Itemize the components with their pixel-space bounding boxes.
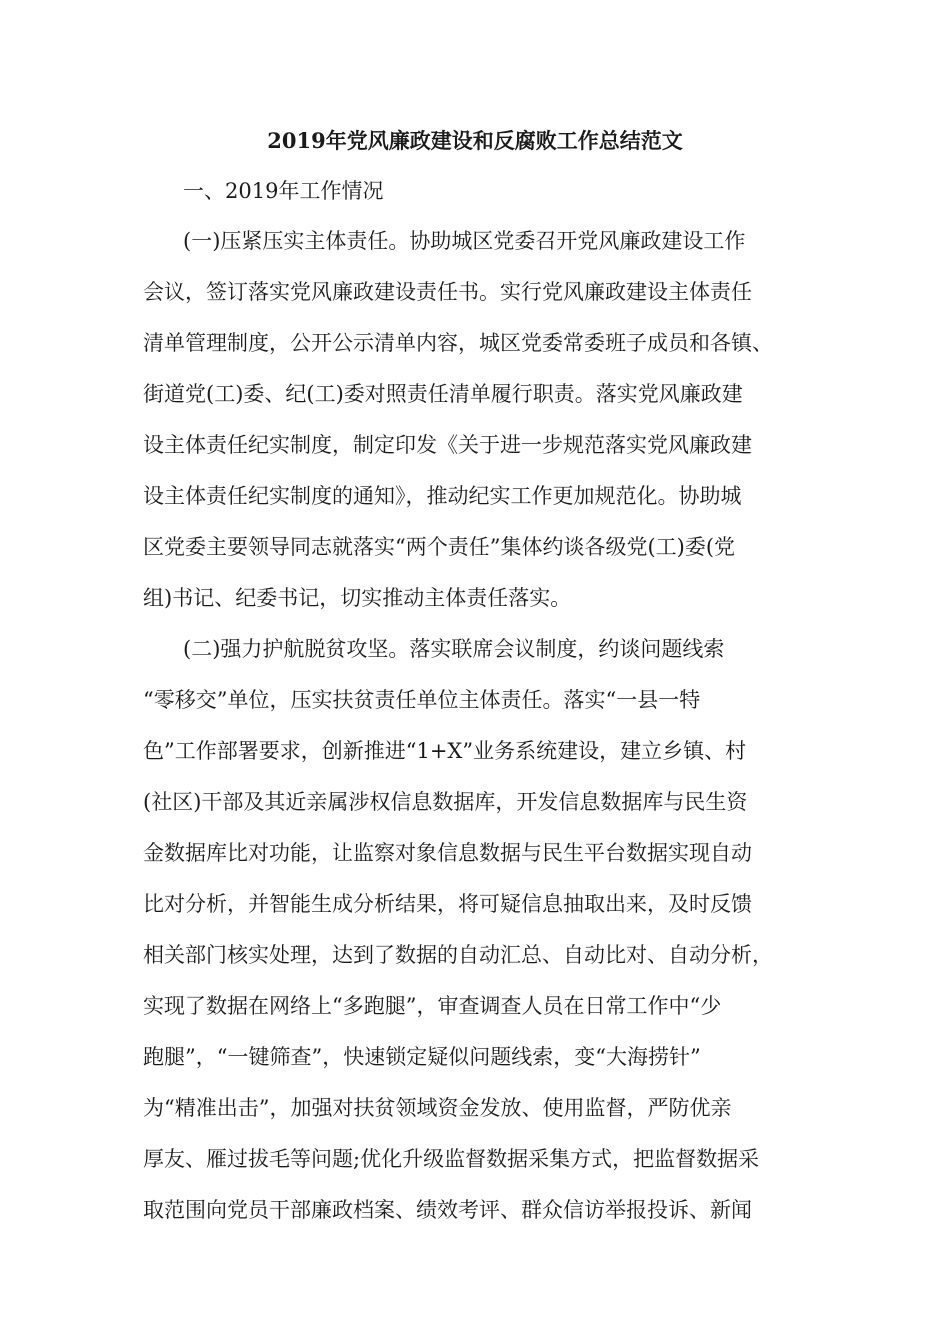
- paragraph-line: 区党委主要领导同志就落实“两个责任”集体约谈各级党(工)委(党: [143, 535, 736, 559]
- paragraph-line: 会议，签订落实党风廉政建设责任书。实行党风廉政建设主体责任: [143, 280, 752, 304]
- document-title: 2019年党风廉政建设和反腐败工作总结范文: [267, 128, 683, 153]
- section-heading: 一、2019年工作情况: [183, 179, 384, 203]
- paragraph-line: (二)强力护航脱贫攻坚。落实联席会议制度，约谈问题线索: [183, 637, 725, 661]
- paragraph-line: 为“精准出击”，加强对扶贫领域资金发放、使用监督，严防优亲: [143, 1096, 732, 1120]
- paragraph-line: 跑腿”，“一键筛查”，快速锁定疑似问题线索，变“大海捞针”: [143, 1045, 701, 1069]
- paragraph-line: 组)书记、纪委书记，切实推动主体责任落实。: [143, 586, 572, 610]
- paragraph-line: 取范围向党员干部廉政档案、绩效考评、群众信访举报投诉、新闻: [143, 1198, 752, 1222]
- paragraph-line: (一)压紧压实主体责任。协助城区党委召开党风廉政建设工作: [183, 229, 746, 253]
- paragraph-line: 实现了数据在网络上“多跑腿”，审查调查人员在日常工作中“少: [143, 994, 722, 1018]
- paragraph-line: 相关部门核实处理，达到了数据的自动汇总、自动比对、自动分析，: [143, 943, 773, 967]
- paragraph-line: 设主体责任纪实制度，制定印发《关于进一步规范落实党风廉政建: [143, 433, 752, 457]
- paragraph-line: 设主体责任纪实制度的通知》，推动纪实工作更加规范化。协助城: [143, 484, 742, 508]
- paragraph-line: 金数据库比对功能，让监察对象信息数据与民生平台数据实现自动: [143, 841, 752, 865]
- paragraph-line: 色”工作部署要求，创新推进“1+X”业务系统建设，建立乡镇、村: [143, 739, 747, 763]
- paragraph-line: (社区)干部及其近亲属涉权信息数据库，开发信息数据库与民生资: [143, 790, 748, 814]
- paragraph-line: 比对分析，并智能生成分析结果，将可疑信息抽取出来，及时反馈: [143, 892, 752, 916]
- paragraph-line: 街道党(工)委、纪(工)委对照责任清单履行职责。落实党风廉政建: [143, 382, 743, 406]
- paragraph-line: “零移交”单位，压实扶贫责任单位主体责任。落实“一县一特: [143, 688, 701, 712]
- paragraph-line: 厚友、雁过拔毛等问题;优化升级监督数据采集方式，把监督数据采: [143, 1147, 760, 1171]
- paragraph-line: 清单管理制度，公开公示清单内容，城区党委常委班子成员和各镇、: [143, 331, 773, 355]
